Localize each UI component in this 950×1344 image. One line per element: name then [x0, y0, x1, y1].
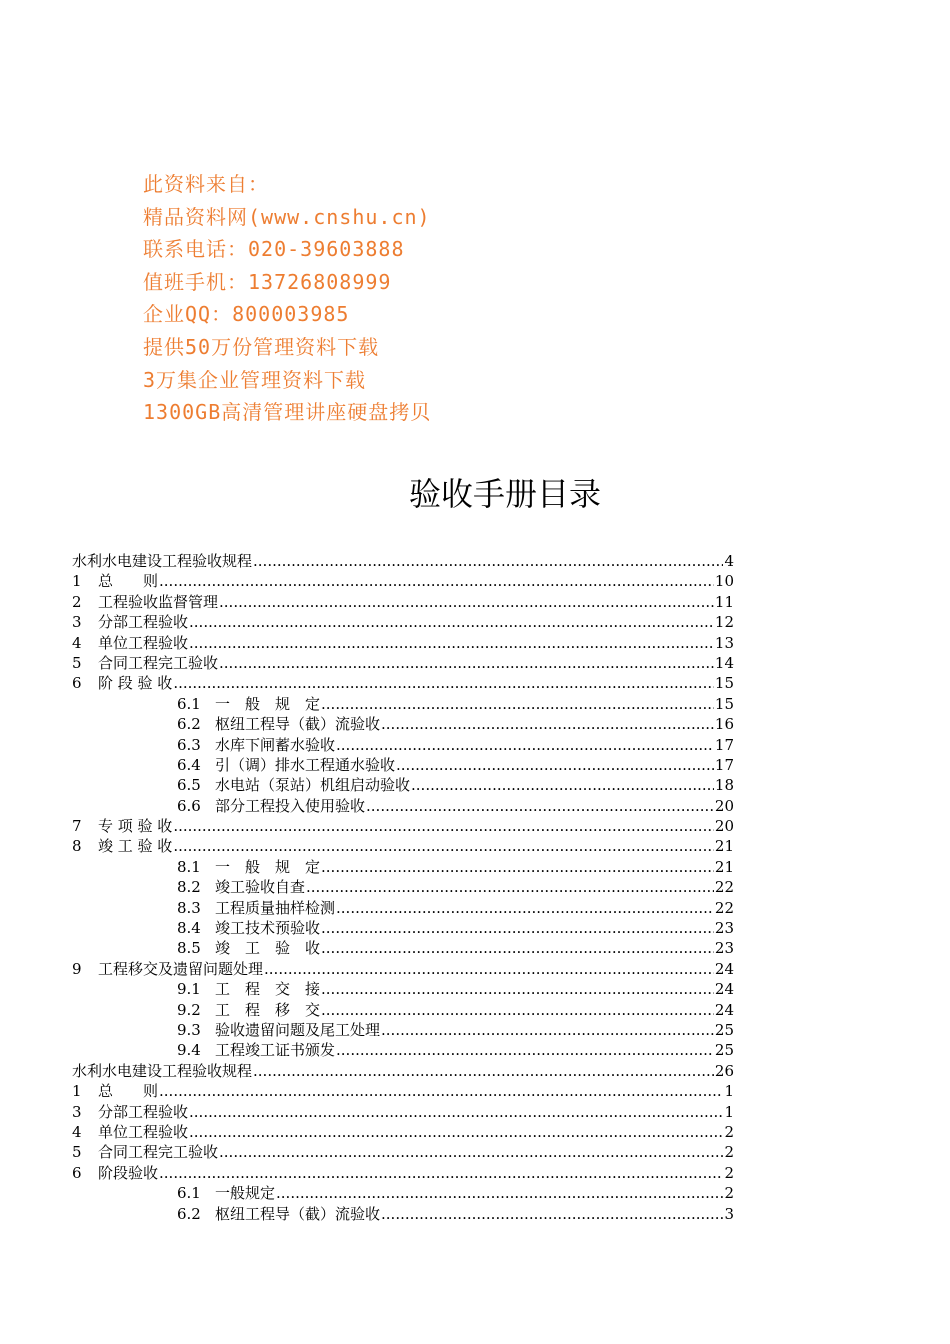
toc-entry-number: 2 — [72, 592, 82, 611]
toc-entry-number: 8.5 — [177, 939, 201, 958]
toc-leader-dots — [189, 1102, 723, 1122]
toc-page-number: 22 — [714, 878, 734, 897]
banner-line: 此资料来自： — [143, 172, 269, 196]
toc-leader-dots — [159, 1163, 723, 1183]
toc-entry[interactable] — [72, 1142, 734, 1162]
toc-entry-text: 一般规定 — [215, 1184, 276, 1203]
toc-entry[interactable] — [72, 918, 734, 938]
toc-entry-text: 合同工程完工验收 — [98, 653, 219, 672]
toc-entry-label — [177, 1020, 380, 1040]
toc-entry-text: 水利水电建设工程验收规程 — [72, 1061, 253, 1080]
toc-entry-label — [177, 1204, 380, 1224]
toc-entry-number: 3 — [72, 1102, 82, 1121]
toc-entry-number: 9.3 — [177, 1020, 201, 1039]
toc-leader-dots — [321, 938, 714, 958]
banner-line: 企业QQ：800003985 — [143, 302, 350, 327]
toc-entry-label — [177, 918, 320, 938]
toc-entry-label — [72, 612, 188, 632]
toc-entry-label — [72, 959, 263, 979]
toc-entry[interactable] — [72, 857, 734, 877]
toc-entry-text: 验收遗留问题及尾工处理 — [215, 1020, 381, 1039]
toc-entry-label — [72, 571, 158, 591]
toc-entry-number: 9 — [72, 959, 82, 978]
toc-entry-label — [177, 1000, 320, 1020]
banner-line: 1300GB高清管理讲座硬盘拷贝 — [143, 400, 432, 425]
toc-entry[interactable] — [72, 694, 734, 714]
toc-entry[interactable] — [72, 551, 734, 571]
toc-leader-dots — [219, 592, 714, 612]
toc-leader-dots — [381, 714, 714, 734]
toc-entry[interactable] — [72, 1122, 734, 1142]
toc-entry-text: 阶段验收 — [98, 1163, 159, 1182]
toc-entry[interactable] — [72, 571, 734, 591]
source-banner — [143, 170, 431, 431]
toc-page-number: 21 — [714, 837, 734, 856]
toc-entry-label — [72, 1081, 158, 1101]
toc-entry[interactable] — [72, 979, 734, 999]
toc-entry[interactable] — [72, 612, 734, 632]
toc-leader-dots — [306, 877, 714, 897]
toc-entry-label — [177, 1183, 275, 1203]
toc-entry-number: 4 — [72, 1122, 82, 1141]
toc-entry[interactable] — [72, 1183, 734, 1203]
toc-page-number: 10 — [714, 572, 734, 591]
toc-entry[interactable] — [72, 1040, 734, 1060]
toc-leader-dots — [173, 816, 714, 836]
toc-entry-number: 8.4 — [177, 919, 201, 938]
toc-entry-label — [72, 1061, 252, 1081]
toc-entry[interactable] — [72, 959, 734, 979]
toc-entry-text: 工程移交及遗留问题处理 — [98, 959, 264, 978]
toc-entry-label — [72, 1122, 188, 1142]
toc-entry-text: 阶 段 验 收 — [98, 674, 173, 693]
toc-page-number: 13 — [714, 633, 734, 652]
toc-entry-number: 6.4 — [177, 755, 201, 774]
toc-entry[interactable] — [72, 1081, 734, 1101]
toc-entry[interactable] — [72, 775, 734, 795]
toc-page-number: 14 — [714, 653, 734, 672]
toc-entry-text: 总 则 — [98, 572, 159, 591]
toc-page-number: 1 — [724, 1082, 734, 1101]
toc-entry-number: 1 — [72, 1082, 82, 1101]
toc-leader-dots — [219, 1142, 723, 1162]
toc-entry-text: 单位工程验收 — [98, 1122, 189, 1141]
toc-entry-text: 工程验收监督管理 — [98, 592, 219, 611]
toc-entry-label — [177, 775, 410, 795]
toc-entry-text: 部分工程投入使用验收 — [215, 796, 366, 815]
toc-page-number: 24 — [714, 959, 734, 978]
toc-entry-number: 4 — [72, 633, 82, 652]
toc-entry[interactable] — [72, 1102, 734, 1122]
toc-page-number: 11 — [714, 592, 734, 611]
banner-line: 提供50万份管理资料下载 — [143, 334, 380, 359]
toc-entry[interactable] — [72, 877, 734, 897]
toc-entry-text: 水利水电建设工程验收规程 — [72, 552, 253, 570]
toc-entry[interactable] — [72, 633, 734, 653]
toc-entry-label — [72, 551, 252, 571]
toc-entry[interactable] — [72, 1204, 734, 1224]
toc-entry-label — [177, 857, 320, 877]
toc-leader-dots — [159, 1081, 723, 1101]
toc-entry-text: 竣工验收自查 — [215, 878, 306, 897]
toc-entry-label — [72, 816, 172, 836]
toc-entry-label — [177, 979, 320, 999]
toc-leader-dots — [219, 653, 714, 673]
toc-entry[interactable] — [72, 898, 734, 918]
toc-entry-label — [177, 898, 335, 918]
toc-entry-label — [72, 1102, 188, 1122]
toc-entry-text: 工 程 移 交 — [215, 1000, 321, 1019]
toc-entry-number: 8.2 — [177, 878, 201, 897]
toc-entry[interactable] — [72, 1000, 734, 1020]
toc-leader-dots — [396, 755, 714, 775]
toc-entry-text: 工 程 交 接 — [215, 980, 321, 999]
toc-entry-text: 工程质量抽样检测 — [215, 898, 336, 917]
banner-line: 精品资料网(www.cnshu.cn) — [143, 204, 431, 229]
toc-entry-number: 6.2 — [177, 715, 201, 734]
toc-entry-text: 竣 工 验 收 — [215, 939, 321, 958]
toc-entry-text: 一 般 规 定 — [215, 857, 321, 876]
banner-line: 3万集企业管理资料下载 — [143, 367, 367, 392]
toc-entry-label — [72, 592, 218, 612]
toc-entry-number: 8.1 — [177, 857, 201, 876]
toc-leader-dots — [321, 857, 714, 877]
toc-leader-dots — [253, 1061, 714, 1081]
banner-line: 值班手机：13726808999 — [143, 269, 392, 294]
toc-entry[interactable] — [72, 1061, 734, 1081]
toc-page-number: 25 — [714, 1020, 734, 1039]
toc-page-number: 2 — [724, 1184, 734, 1203]
toc-entry-text: 竣 工 验 收 — [98, 837, 173, 856]
toc-entry-label — [177, 938, 320, 958]
toc-page-number: 15 — [714, 674, 734, 693]
toc-page-number: 17 — [714, 735, 734, 754]
toc-entry-number: 9.4 — [177, 1041, 201, 1060]
toc-entry-label — [72, 1163, 158, 1183]
toc-entry-number: 7 — [72, 817, 82, 836]
toc-page-number: 2 — [724, 1122, 734, 1141]
toc-leader-dots — [189, 633, 714, 653]
toc-entry[interactable] — [72, 938, 734, 958]
toc-entry[interactable] — [72, 714, 734, 734]
toc-page-number: 23 — [714, 919, 734, 938]
toc-entry-number: 6 — [72, 1163, 82, 1182]
toc-page-number: 4 — [724, 552, 734, 570]
toc-page-number: 15 — [714, 694, 734, 713]
toc-leader-dots — [336, 1040, 714, 1060]
toc-entry-number: 6.5 — [177, 776, 201, 795]
toc-page-number: 2 — [724, 1163, 734, 1182]
toc-entry[interactable] — [72, 592, 734, 612]
toc-entry-text: 水电站（泵站）机组启动验收 — [215, 776, 411, 795]
toc-leader-dots — [264, 959, 714, 979]
toc-leader-dots — [321, 1000, 714, 1020]
toc-page-number: 22 — [714, 898, 734, 917]
toc-entry-text: 一 般 规 定 — [215, 694, 321, 713]
toc-entry-label — [177, 735, 335, 755]
toc-page-number: 23 — [714, 939, 734, 958]
toc-entry[interactable] — [72, 796, 734, 816]
toc-entry-text: 引（调）排水工程通水验收 — [215, 755, 396, 774]
toc-entry-label — [72, 653, 218, 673]
toc-entry[interactable] — [72, 735, 734, 755]
toc-entry-label — [72, 673, 172, 693]
toc-entry[interactable] — [72, 673, 734, 693]
toc-entry-number: 8 — [72, 837, 82, 856]
toc-entry[interactable] — [72, 1020, 734, 1040]
toc-entry-label — [72, 633, 188, 653]
toc-page-number: 20 — [714, 796, 734, 815]
toc-entry-number: 6.1 — [177, 694, 201, 713]
toc-entry-number: 6.1 — [177, 1184, 201, 1203]
toc-entry-number: 6 — [72, 674, 82, 693]
toc-leader-dots — [173, 836, 714, 856]
toc-entry-number: 8.3 — [177, 898, 201, 917]
toc-page-number: 2 — [724, 1143, 734, 1162]
toc-entry-number: 5 — [72, 1143, 82, 1162]
toc-page-number: 21 — [714, 857, 734, 876]
toc-entry-text: 分部工程验收 — [98, 1102, 189, 1121]
toc-entry-text: 枢纽工程导（截）流验收 — [215, 715, 381, 734]
toc-entry-text: 竣工技术预验收 — [215, 919, 321, 938]
toc-entry-text: 专 项 验 收 — [98, 817, 173, 836]
toc-leader-dots — [381, 1020, 714, 1040]
toc-leader-dots — [321, 918, 714, 938]
toc-page-number: 20 — [714, 817, 734, 836]
toc-page-number: 24 — [714, 1000, 734, 1019]
toc-entry-number: 6.3 — [177, 735, 201, 754]
banner-line: 联系电话：020-39603888 — [143, 237, 405, 262]
toc-entry-number: 5 — [72, 653, 82, 672]
toc-entry-label — [177, 755, 395, 775]
toc-entry-text: 水库下闸蓄水验收 — [215, 735, 336, 754]
toc-page-number: 3 — [724, 1204, 734, 1223]
toc-page-number: 17 — [714, 755, 734, 774]
toc-leader-dots — [159, 571, 714, 591]
toc-entry-number: 1 — [72, 572, 82, 591]
toc-leader-dots — [366, 796, 714, 816]
toc-entry-text: 合同工程完工验收 — [98, 1143, 219, 1162]
toc-leader-dots — [321, 694, 714, 714]
toc-page-number: 25 — [714, 1041, 734, 1060]
toc-page-number: 1 — [724, 1102, 734, 1121]
page-title: 验收手册目录 — [408, 475, 601, 513]
toc-entry-label — [177, 796, 365, 816]
toc-entry-text: 工程竣工证书颁发 — [215, 1041, 336, 1060]
toc-leader-dots — [411, 775, 714, 795]
toc-entry-text: 分部工程验收 — [98, 613, 189, 632]
toc-page-number: 18 — [714, 776, 734, 795]
toc-entry-text: 枢纽工程导（截）流验收 — [215, 1204, 381, 1223]
toc-entry[interactable] — [72, 653, 734, 673]
toc-entry-label — [177, 694, 320, 714]
toc-entry[interactable] — [72, 816, 734, 836]
toc-leader-dots — [189, 1122, 723, 1142]
toc-entry-label — [177, 714, 380, 734]
toc-entry-number: 9.2 — [177, 1000, 201, 1019]
toc-page-number: 26 — [714, 1061, 734, 1080]
toc-leader-dots — [189, 612, 714, 632]
toc-entry-text: 总 则 — [98, 1082, 159, 1101]
toc-entry[interactable] — [72, 836, 734, 856]
toc-entry-label — [72, 1142, 218, 1162]
toc-leader-dots — [253, 551, 723, 571]
toc-entry-label — [72, 836, 172, 856]
toc-leader-dots — [276, 1183, 723, 1203]
toc-leader-dots — [336, 735, 714, 755]
toc-entry-label — [177, 1040, 335, 1060]
toc-leader-dots — [173, 673, 714, 693]
toc-entry-label — [177, 877, 305, 897]
toc-page-number: 12 — [714, 613, 734, 632]
toc-entry-number: 6.6 — [177, 796, 201, 815]
toc-entry[interactable] — [72, 1163, 734, 1183]
table-of-contents — [72, 551, 734, 1224]
toc-leader-dots — [321, 979, 714, 999]
toc-entry[interactable] — [72, 755, 734, 775]
toc-entry-number: 6.2 — [177, 1204, 201, 1223]
toc-page-number: 24 — [714, 980, 734, 999]
toc-entry-text: 单位工程验收 — [98, 633, 189, 652]
toc-entry-number: 3 — [72, 613, 82, 632]
toc-leader-dots — [381, 1204, 723, 1224]
toc-page-number: 16 — [714, 715, 734, 734]
toc-entry-number: 9.1 — [177, 980, 201, 999]
toc-leader-dots — [336, 898, 714, 918]
